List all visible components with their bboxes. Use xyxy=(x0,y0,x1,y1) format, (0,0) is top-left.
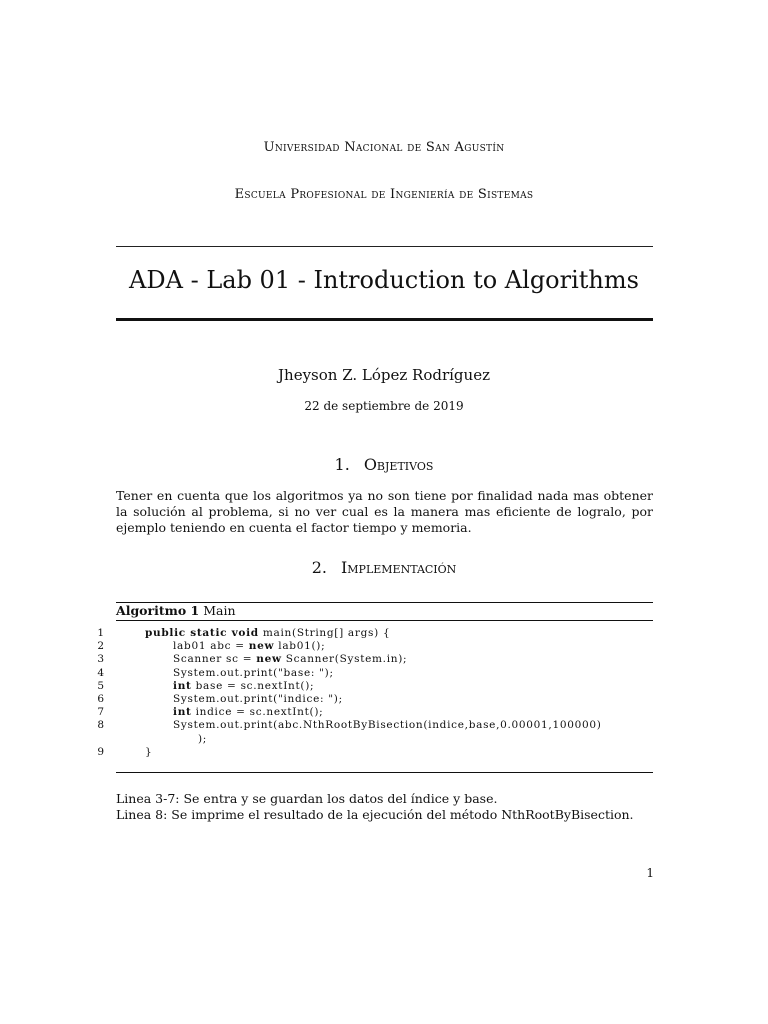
code-text xyxy=(173,719,602,732)
note-line-8: Linea 8: Se imprime el resultado de la ejecución del método NthRootByBisection. xyxy=(116,807,634,822)
algorithm-caption xyxy=(116,603,236,618)
document-title: ADA - Lab 01 - Introduction to Algorithms xyxy=(129,266,639,294)
code-keyword: public static void xyxy=(145,627,259,639)
code-text xyxy=(173,667,334,680)
code-token: } xyxy=(145,745,153,758)
code-text xyxy=(173,640,325,653)
code-line xyxy=(0,667,768,680)
section-title: Implementación xyxy=(340,558,457,577)
note-line-3-7: Linea 3-7: Se entra y se guardan los datos del índice y base. xyxy=(116,791,498,806)
code-token: Scanner(System.in); xyxy=(281,653,408,666)
page-number: 1 xyxy=(646,866,654,880)
code-text xyxy=(173,693,343,706)
code-token: main(String[] args) { xyxy=(258,627,391,639)
code-text xyxy=(173,706,323,719)
code-token: System.out.print("indice: "); xyxy=(173,692,343,705)
code-line-number: 1 xyxy=(97,627,104,639)
code-line xyxy=(0,733,768,746)
code-keyword: int xyxy=(173,679,192,692)
code-line-number: 4 xyxy=(97,666,104,679)
section-heading-implementacion xyxy=(0,558,768,577)
section-heading-objetivos xyxy=(0,455,768,474)
code-listing xyxy=(0,627,768,759)
code-text xyxy=(198,733,207,746)
section-number: 1. xyxy=(334,455,350,474)
author-name: Jheyson Z. López Rodríguez xyxy=(278,366,490,384)
section-number: 2. xyxy=(311,558,327,577)
code-line-number: 6 xyxy=(97,692,104,705)
code-token: lab01 abc = xyxy=(173,640,249,653)
code-line xyxy=(0,693,768,706)
code-keyword: new xyxy=(256,653,282,666)
code-line xyxy=(0,640,768,653)
code-token: Scanner sc = xyxy=(173,653,257,666)
title-rule-bottom xyxy=(116,318,653,321)
code-line xyxy=(0,746,768,759)
code-keyword: new xyxy=(248,640,275,653)
code-line xyxy=(0,680,768,693)
code-token: lab01(); xyxy=(274,640,326,653)
code-text xyxy=(173,680,314,693)
code-token: System.out.print("base: "); xyxy=(173,666,334,679)
code-line xyxy=(0,719,768,732)
algorithm-name: Main xyxy=(203,603,236,618)
code-line-number: 8 xyxy=(97,719,104,732)
code-token: ); xyxy=(198,732,208,745)
title-rule-top xyxy=(116,246,653,247)
code-token: System.out.print(abc.NthRootByBisection(indice,base,0.00001,100000) xyxy=(173,719,602,732)
code-line-number: 7 xyxy=(97,706,104,719)
code-line-number: 5 xyxy=(97,679,104,692)
code-line-number: 3 xyxy=(97,653,104,666)
algorithm-rule-bottom xyxy=(116,772,653,773)
section-title: Objetivos xyxy=(363,455,434,474)
code-text xyxy=(173,653,407,666)
code-keyword: int xyxy=(173,706,192,719)
code-token: indice = sc.nextInt(); xyxy=(191,706,324,719)
algorithm-label: Algoritmo 1 xyxy=(116,603,200,618)
university-name: Universidad Nacional de San Agustín xyxy=(263,140,505,155)
algorithm-rule-mid xyxy=(116,620,653,621)
code-line xyxy=(0,706,768,719)
code-line xyxy=(0,627,768,640)
code-line-number: 9 xyxy=(97,745,104,758)
code-token: base = sc.nextInt(); xyxy=(191,679,315,692)
objetivos-paragraph: Tener en cuenta que los algoritmos ya no son tiene por finalidad nada mas obtener la solución al problema, si no ver cual es la manera mas eficiente de logralo, por ejemplo teniendo en cuenta el factor tiempo y memoria. xyxy=(116,488,653,535)
school-name: Escuela Profesional de Ingeniería de Sistemas xyxy=(234,187,534,202)
code-line xyxy=(0,653,768,666)
code-line-number: 2 xyxy=(97,640,104,653)
code-text xyxy=(145,627,390,640)
code-text xyxy=(145,746,152,759)
document-date: 22 de septiembre de 2019 xyxy=(304,399,464,413)
